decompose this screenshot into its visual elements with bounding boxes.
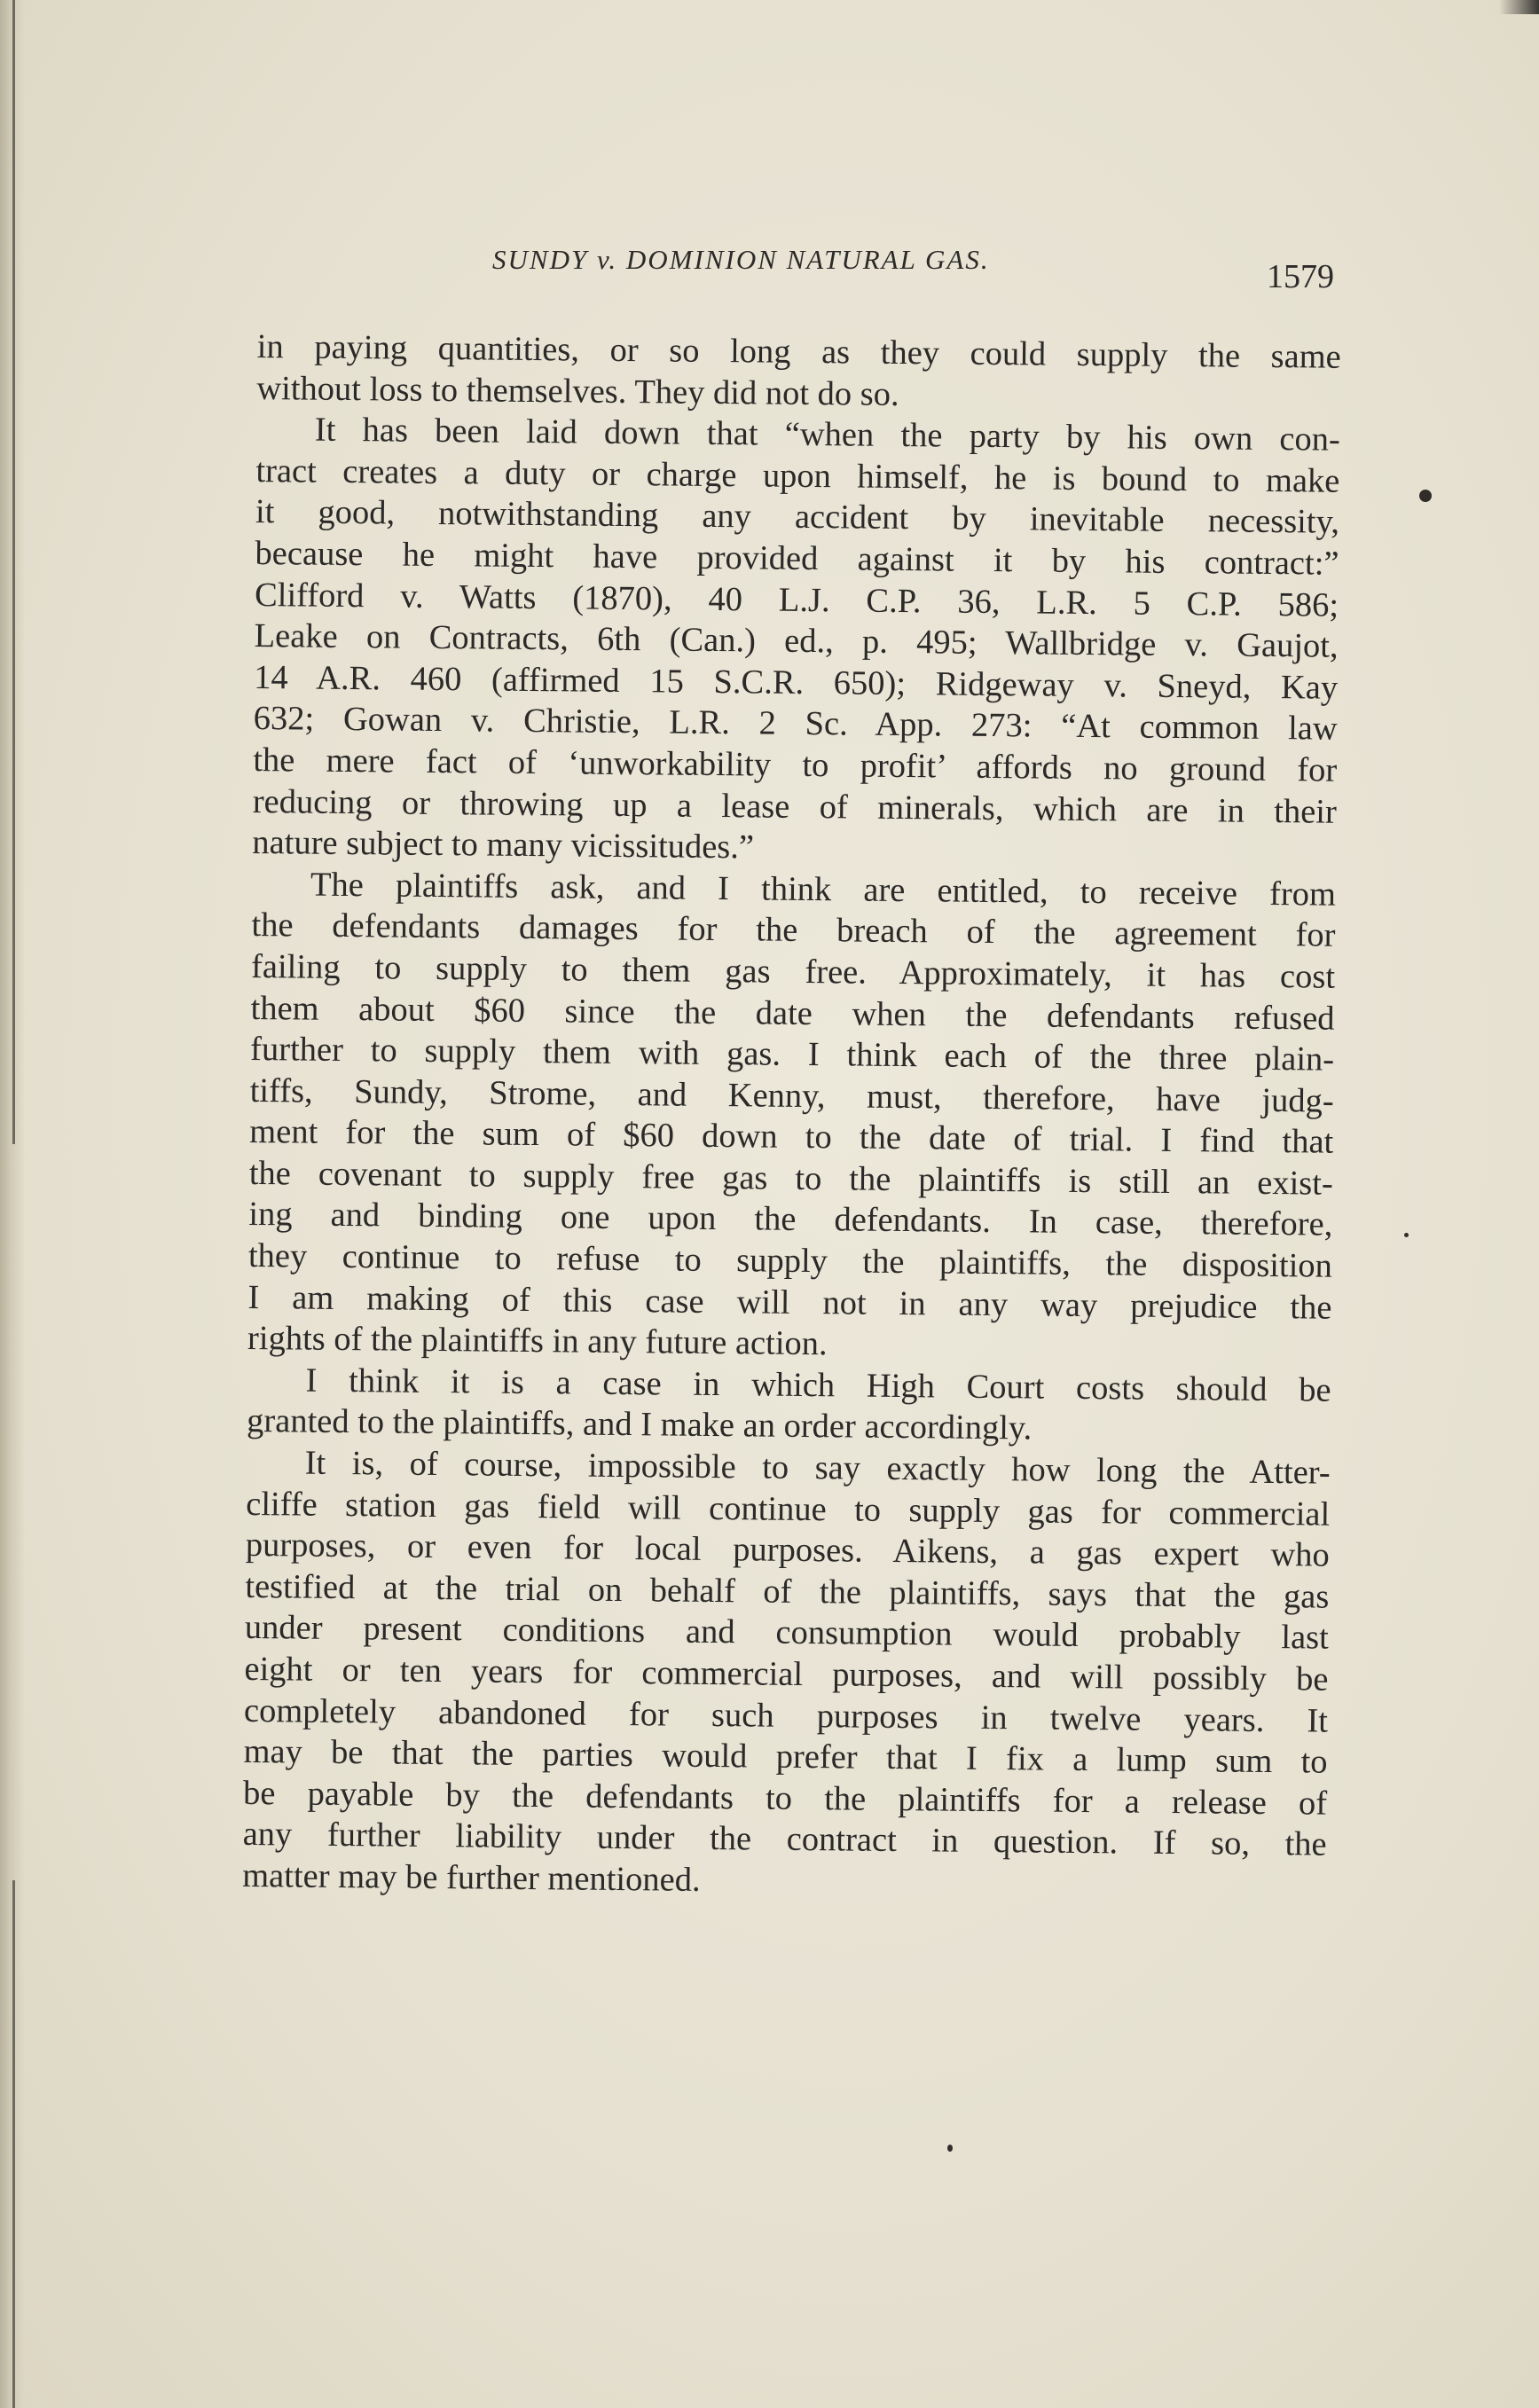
running-head: SUNDY v. DOMINION NATURAL GAS.	[492, 244, 990, 275]
text-line: It is, of course, impossible to say exactly how long the Atter-	[304, 1444, 1331, 1492]
text-line: in paying quantities, or so long as they could supply the same	[256, 327, 1341, 376]
text-line: under present conditions and consumption would probably last	[244, 1609, 1330, 1658]
text-line: cliffe station gas field will continue to supply gas for commercial	[246, 1485, 1331, 1533]
text-line: Clifford v. Watts (1870), 40 L.J. C.P. 36, L.R. 5 C.P. 586;	[254, 576, 1339, 624]
ink-speck	[1419, 490, 1432, 502]
text-line: the mere fact of ‘unworkability to profit’ affords no ground for	[253, 741, 1338, 789]
text-line: nature subject to many vicissitudes.”	[252, 824, 755, 867]
text-line: the defendants damages for the breach of the agreement for	[251, 906, 1336, 955]
text-line: granted to the plaintiffs, and I make an order accordingly.	[246, 1402, 1033, 1447]
text-line: reducing or throwing up a lease of minerals, which are in their	[252, 782, 1338, 831]
text-line: they continue to refuse to supply the plaintiffs, the disposition	[247, 1237, 1333, 1285]
text-line: It has been laid down that “when the party by his own con-	[314, 411, 1341, 459]
body-text	[242, 326, 1341, 1907]
text-line: I am making of this case will not in any way prejudice the	[247, 1278, 1332, 1327]
text-line: completely abandoned for such purposes in twelve years. It	[243, 1691, 1329, 1740]
text-line: I think it is a case in which High Court costs should be	[305, 1361, 1331, 1409]
text-line: testified at the trial on behalf of the plaintiffs, says that the gas	[245, 1567, 1330, 1616]
text-line: The plaintiffs ask, and I think are entitled, to receive from	[310, 866, 1337, 914]
text-line: 632; Gowan v. Christie, L.R. 2 Sc. App. 273: “At common law	[253, 700, 1338, 749]
text-line: may be that the parties would prefer that I fix a lump sum to	[243, 1733, 1328, 1781]
text-line: eight or ten years for commercial purposes, and will possibly be	[244, 1650, 1329, 1698]
text-line: because he might have provided against it by his contract:”	[255, 534, 1339, 583]
text-line: matter may be further mentioned.	[242, 1856, 701, 1899]
text-line: ment for the sum of $60 down to the date of trial. I find that	[249, 1113, 1334, 1161]
text-line: them about $60 since the date when the defendants refused	[250, 989, 1335, 1038]
text-line: rights of the plaintiffs in any future action.	[247, 1320, 828, 1363]
text-line: purposes, or even for local purposes. Aikens, a gas expert who	[245, 1526, 1330, 1574]
text-line: any further liability under the contract in question. If so, the	[242, 1816, 1327, 1864]
text-line: it good, notwithstanding any accident by inevitable necessity,	[255, 493, 1340, 542]
page-corner-shadow	[1499, 0, 1539, 14]
text-line: further to supply them with gas. I think each of the three plain-	[249, 1031, 1335, 1079]
text-line: 14 A.R. 460 (affirmed 15 S.C.R. 650); Ridgeway v. Sneyd, Kay	[253, 658, 1339, 707]
text-line: tiffs, Sundy, Strome, and Kenny, must, therefore, have judg-	[249, 1071, 1334, 1120]
text-line: without loss to themselves. They did not do so.	[256, 369, 899, 413]
text-line: be payable by the defendants to the plaintiffs for a release of	[242, 1774, 1328, 1823]
text-line: the covenant to supply free gas to the plaintiffs is still an exist-	[248, 1154, 1333, 1203]
ink-speck	[1404, 1233, 1409, 1237]
ink-speck	[947, 2145, 953, 2152]
text-line: Leake on Contracts, 6th (Can.) ed., p. 495; Wallbridge v. Gaujot,	[254, 617, 1339, 665]
text-line: tract creates a duty or charge upon himself, he is bound to make	[255, 451, 1340, 500]
text-line: ing and binding one upon the defendants. In case, therefore,	[248, 1196, 1333, 1244]
page-edge-line	[12, 1880, 15, 2408]
page-number: 1579	[1267, 258, 1334, 295]
text-line: failing to supply to them gas free. Approximately, it has cost	[250, 947, 1336, 996]
page-edge-line	[12, 0, 15, 1144]
